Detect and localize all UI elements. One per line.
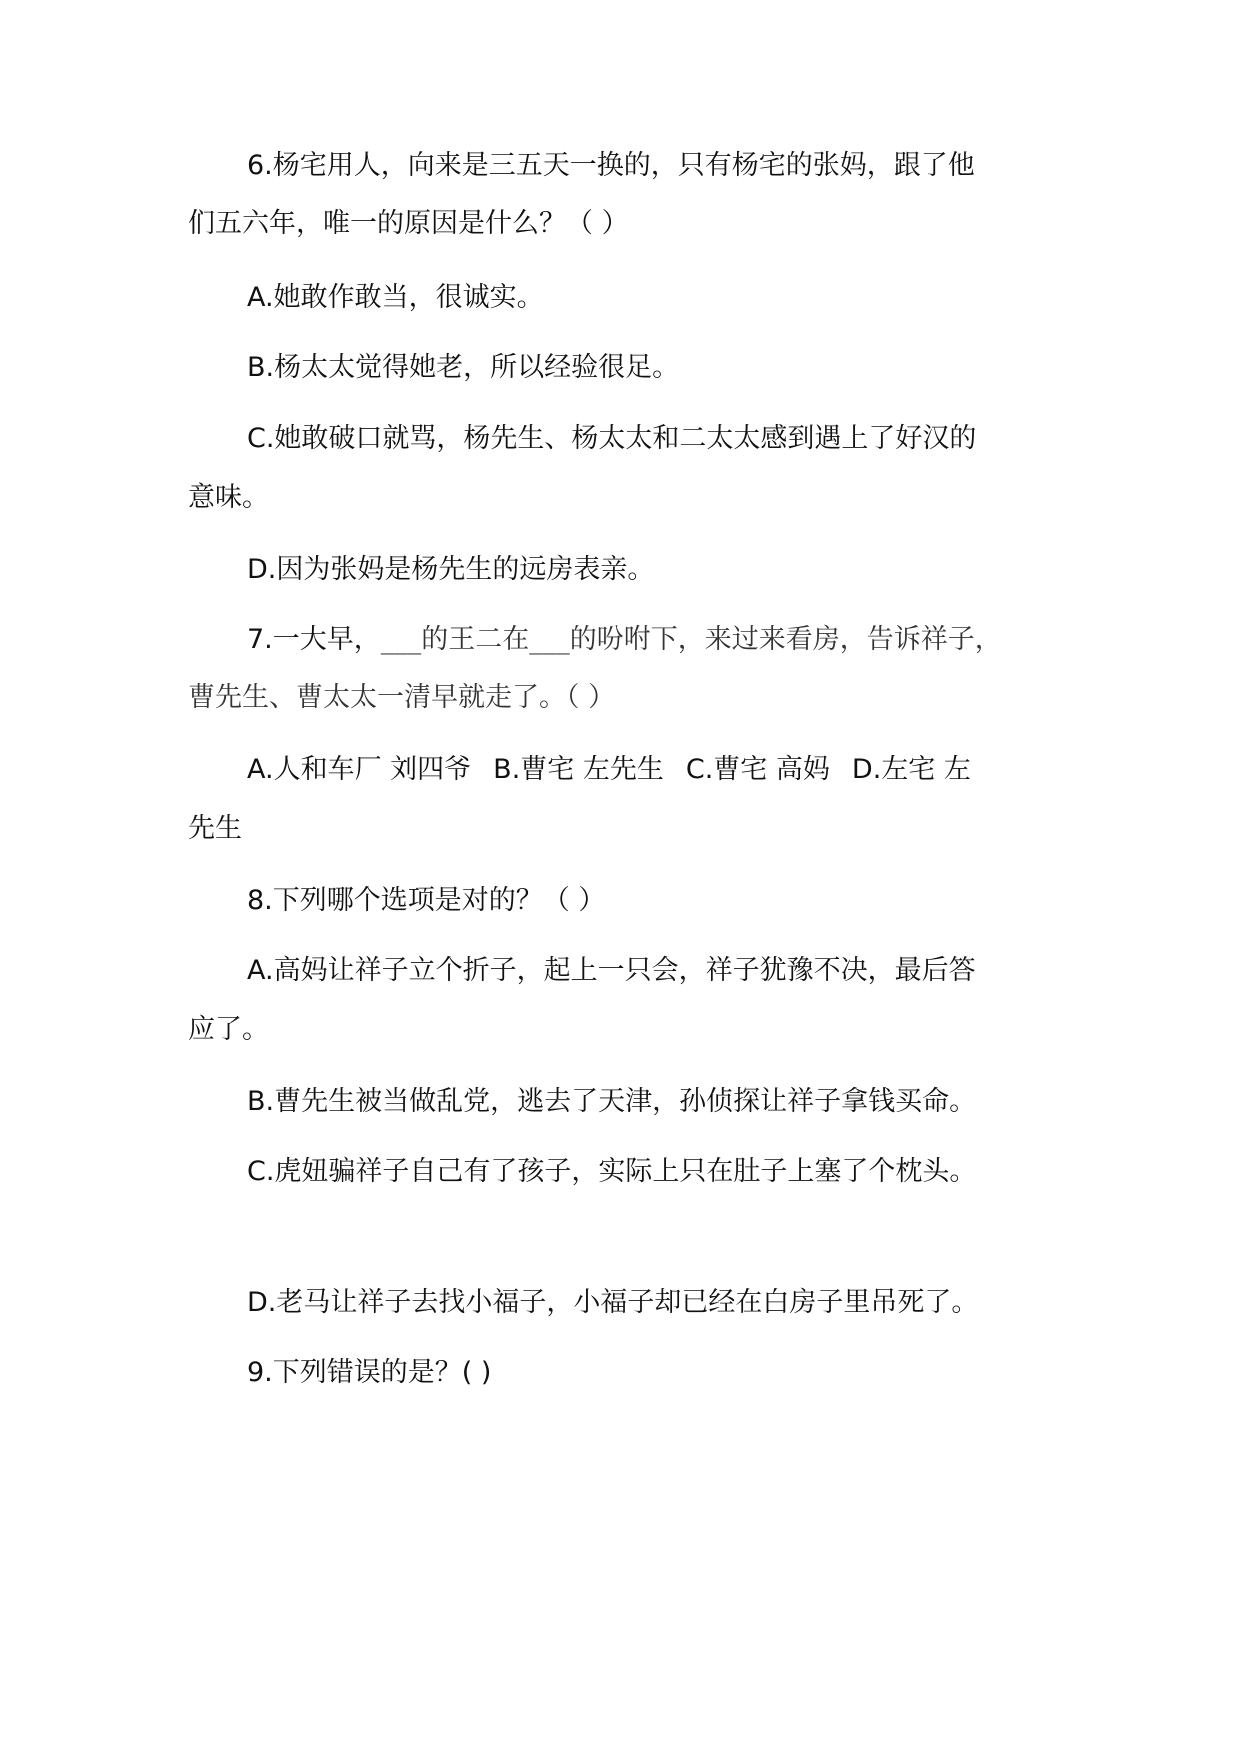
q7-option-d: D.左宅 左 xyxy=(851,754,971,785)
q7-options-row xyxy=(0,752,1241,788)
q6-option-b: B.杨太太觉得她老，所以经验很足。 xyxy=(247,352,680,383)
q7-option-d-line2: 先生 xyxy=(188,813,242,844)
q8-option-b: B.曹先生被当做乱党，逃去了天津，孙侦探让祥子拿钱买命。 xyxy=(247,1086,977,1117)
q7-option-c: C.曹宅 高妈 xyxy=(685,754,830,785)
q7-option-b: B.曹宅 左先生 xyxy=(493,754,664,785)
q8-option-c: C.虎妞骗祥子自己有了孩子，实际上只在肚子上塞了个枕头。 xyxy=(247,1156,977,1187)
q7-question-line1 xyxy=(0,622,1241,658)
q7-option-a: A.人和车厂 刘四爷 xyxy=(247,754,472,785)
q6-question-line1: 6.杨宅用人，向来是三五天一换的，只有杨宅的张妈，跟了他 xyxy=(247,150,975,181)
q7-question-body: ___的王二在___的吩咐下，来过来看房，告诉祥子， xyxy=(380,624,1002,655)
q7-question-line2: 曹先生、曹太太一清早就走了。（ ） xyxy=(188,682,616,713)
q9-question: 9.下列错误的是？( ) xyxy=(247,1357,492,1388)
q8-option-a-line2: 应了。 xyxy=(188,1014,269,1045)
q8-question: 8.下列哪个选项是对的？（ ） xyxy=(247,885,606,916)
q6-option-d: D.因为张妈是杨先生的远房表亲。 xyxy=(247,554,655,585)
q6-option-c-line2: 意味。 xyxy=(188,482,269,513)
q8-option-a-line1: A.高妈让祥子立个折子，起上一只会，祥子犹豫不决，最后答 xyxy=(247,955,976,986)
q6-option-c-line1: C.她敢破口就骂，杨先生、杨太太和二太太感到遇上了好汉的 xyxy=(247,423,977,454)
q6-option-a: A.她敢作敢当，很诚实。 xyxy=(247,282,544,313)
q7-question-prefix: 7.一大早， xyxy=(247,624,381,655)
q8-option-d: D.老马让祥子去找小福子，小福子却已经在白房子里吊死了。 xyxy=(247,1287,979,1318)
q6-question-line2: 们五六年，唯一的原因是什么？（ ） xyxy=(188,208,629,239)
